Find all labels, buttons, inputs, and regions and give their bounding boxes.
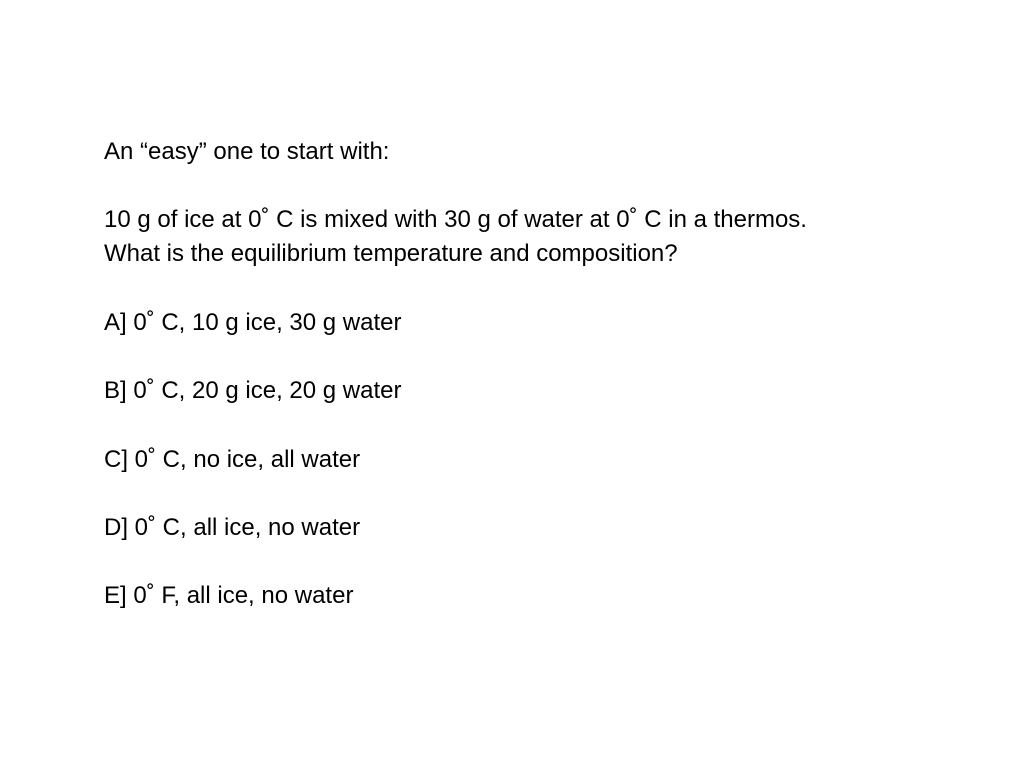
option-e: E] 0˚ F, all ice, no water — [104, 582, 354, 609]
option-b: B] 0˚ C, 20 g ice, 20 g water — [104, 377, 402, 404]
question-line-2: What is the equilibrium temperature and composition? — [104, 240, 678, 267]
option-a: A] 0˚ C, 10 g ice, 30 g water — [104, 309, 402, 336]
question-line-1: 10 g of ice at 0˚ C is mixed with 30 g of water at 0˚ C in a thermos. — [104, 206, 807, 233]
option-c: C] 0˚ C, no ice, all water — [104, 446, 361, 473]
intro-text: An “easy” one to start with: — [104, 138, 390, 165]
option-d: D] 0˚ C, all ice, no water — [104, 514, 361, 541]
